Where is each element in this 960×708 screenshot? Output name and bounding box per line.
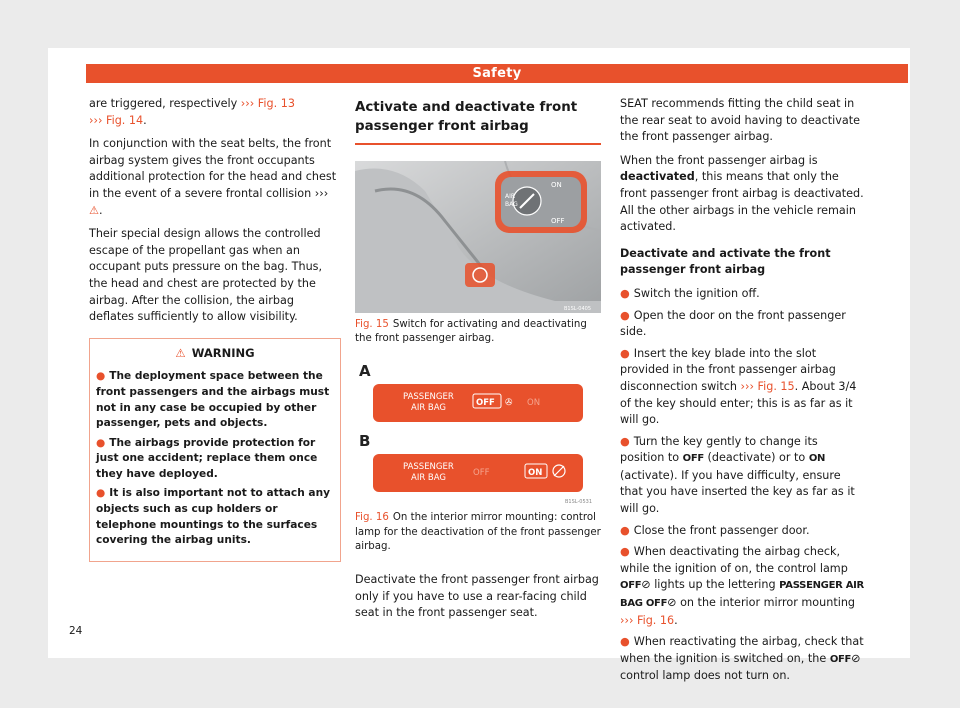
- step-item: ● Switch the ignition off.: [620, 286, 760, 300]
- svg-text:AIR: AIR: [505, 193, 516, 200]
- figure-15: [355, 161, 601, 346]
- svg-text:B1SL-0405: B1SL-0405: [564, 306, 592, 312]
- paragraph-3: Their special design allows the controlled escape of the propellant gas when an occupant puts pressure on the bag. Thus, the head and chest are protected by the airbag. After the collision, the airbag deflates sufficiently to allow visibility.: [89, 227, 323, 324]
- bullet-icon: ●: [620, 286, 630, 300]
- bullet-icon: ●: [620, 545, 630, 559]
- airbag-off-icon: ⊘: [667, 596, 677, 610]
- bullet-icon: ●: [96, 436, 106, 449]
- svg-text:OFF: OFF: [476, 398, 495, 409]
- figure-16-link[interactable]: ››› Fig. 16: [620, 613, 675, 627]
- step-item: ● Insert the key blade into the slot provided in the front passenger airbag disconnection switch ››› Fig. 15. About 3/4 of the key should enter; this is as far as it will go.: [620, 346, 857, 427]
- airbag-seat-icon: ✇: [505, 398, 513, 409]
- step-item: ● Turn the key gently to change its position to OFF (deactivate) or to ON (activate). If you have difficulty, ensure that you have inserted the key as far as it will go.: [620, 434, 855, 516]
- svg-text:OFF: OFF: [473, 468, 490, 479]
- warning-body: [90, 367, 340, 549]
- bullet-icon: ●: [96, 370, 106, 383]
- warning-box: [89, 338, 341, 562]
- svg-text:PASSENGER: PASSENGER: [403, 462, 454, 473]
- step-item: ● When deactivating the airbag check, while the ignition of on, the control lamp OFF⊘ lights up the lettering PASSENGER AIR BAG OFF⊘ on the interior mirror mounting ››› Fig. 16.: [620, 545, 864, 627]
- section-title: Activate and deactivate front passenger front airbag: [355, 98, 601, 145]
- bullet-icon: ●: [620, 308, 630, 322]
- svg-text:B: B: [359, 432, 371, 451]
- step-item: ● Close the front passenger door.: [620, 523, 810, 537]
- manual-page: [48, 48, 910, 683]
- warning-triangle-icon: ⚠: [175, 345, 186, 360]
- airbag-off-icon: ⊘: [641, 578, 651, 592]
- column-middle: [355, 96, 601, 629]
- bullet-icon: ●: [96, 487, 106, 500]
- mirror-lamp-illustration: [355, 360, 601, 506]
- figure-15-link[interactable]: ››› Fig. 15: [740, 379, 795, 393]
- airbag-switch-illustration: [355, 161, 601, 313]
- subheading: Deactivate and activate the front passenger front airbag: [620, 246, 831, 277]
- bullet-icon: ●: [620, 434, 630, 448]
- bullet-icon: ●: [620, 635, 630, 649]
- svg-text:AIR BAG: AIR BAG: [411, 473, 447, 484]
- section-header: Safety: [86, 64, 908, 83]
- svg-text:PASSENGER: PASSENGER: [403, 392, 454, 403]
- svg-text:BAG: BAG: [505, 201, 518, 208]
- warning-item: ● It is also important not to attach any objects such as cup holders or telephone mountings to the surfaces covering the airbag units.: [96, 487, 331, 547]
- warning-icon[interactable]: ⚠: [89, 203, 100, 217]
- bullet-icon: ●: [620, 523, 630, 537]
- step-item: ● When reactivating the airbag, check that when the ignition is switched on, the OFF⊘ control lamp does not turn on.: [620, 635, 864, 683]
- airbag-off-icon: ⊘: [851, 651, 861, 665]
- paragraph-2: In conjunction with the seat belts, the front airbag system gives the front occupants additional protection for the head and chest in the event of a severe frontal collision ››› ⚠.: [89, 137, 337, 217]
- page-number: 24: [69, 625, 83, 637]
- paragraph-recommend: SEAT recommends fitting the child seat in the rear seat to avoid having to deactivate the front passenger airbag.: [620, 97, 860, 144]
- warning-header: ⚠ WARNING: [175, 345, 255, 360]
- bullet-icon: ●: [620, 346, 630, 360]
- paragraph-deactivated: When the front passenger airbag is deactivated, this means that only the front passenger front airbag is deactivated. All the other airbags in the vehicle remain activated.: [620, 153, 864, 234]
- paragraph-1: are triggered, respectively ››› Fig. 13 ››› Fig. 14.: [89, 97, 295, 127]
- lamp-highlight: [465, 263, 495, 287]
- svg-text:ON: ON: [527, 398, 541, 409]
- figure-16-caption: Fig. 16 On the interior mirror mounting: control lamp for the deactivation of the front passenger airbag.: [355, 512, 601, 552]
- svg-text:OFF: OFF: [551, 217, 565, 225]
- svg-text:AIR BAG: AIR BAG: [411, 403, 447, 414]
- warning-item: ● The airbags provide protection for just one accident; replace them once they have deployed.: [96, 436, 318, 480]
- svg-text:A: A: [359, 362, 371, 381]
- svg-text:ON: ON: [551, 181, 562, 189]
- figure-14-link[interactable]: ››› Fig. 14: [89, 113, 144, 127]
- step-item: ● Open the door on the front passenger side.: [620, 308, 846, 339]
- warning-item: ● The deployment space between the front passengers and the airbags must not in any case be occupied by other passenger, pets and objects.: [96, 370, 330, 430]
- paragraph-deactivate: Deactivate the front passenger front airbag only if you have to use a rear-facing child seat in the front passenger seat.: [355, 573, 599, 620]
- column-right: [620, 96, 865, 690]
- figure-16: [355, 360, 601, 554]
- figure-13-link[interactable]: ››› Fig. 13: [240, 97, 295, 110]
- svg-text:ON: ON: [528, 468, 543, 479]
- figure-15-caption: Fig. 15 Switch for activating and deactivating the front passenger airbag.: [355, 319, 587, 345]
- svg-text:B1SL-0531: B1SL-0531: [565, 499, 593, 506]
- column-left: [89, 96, 341, 562]
